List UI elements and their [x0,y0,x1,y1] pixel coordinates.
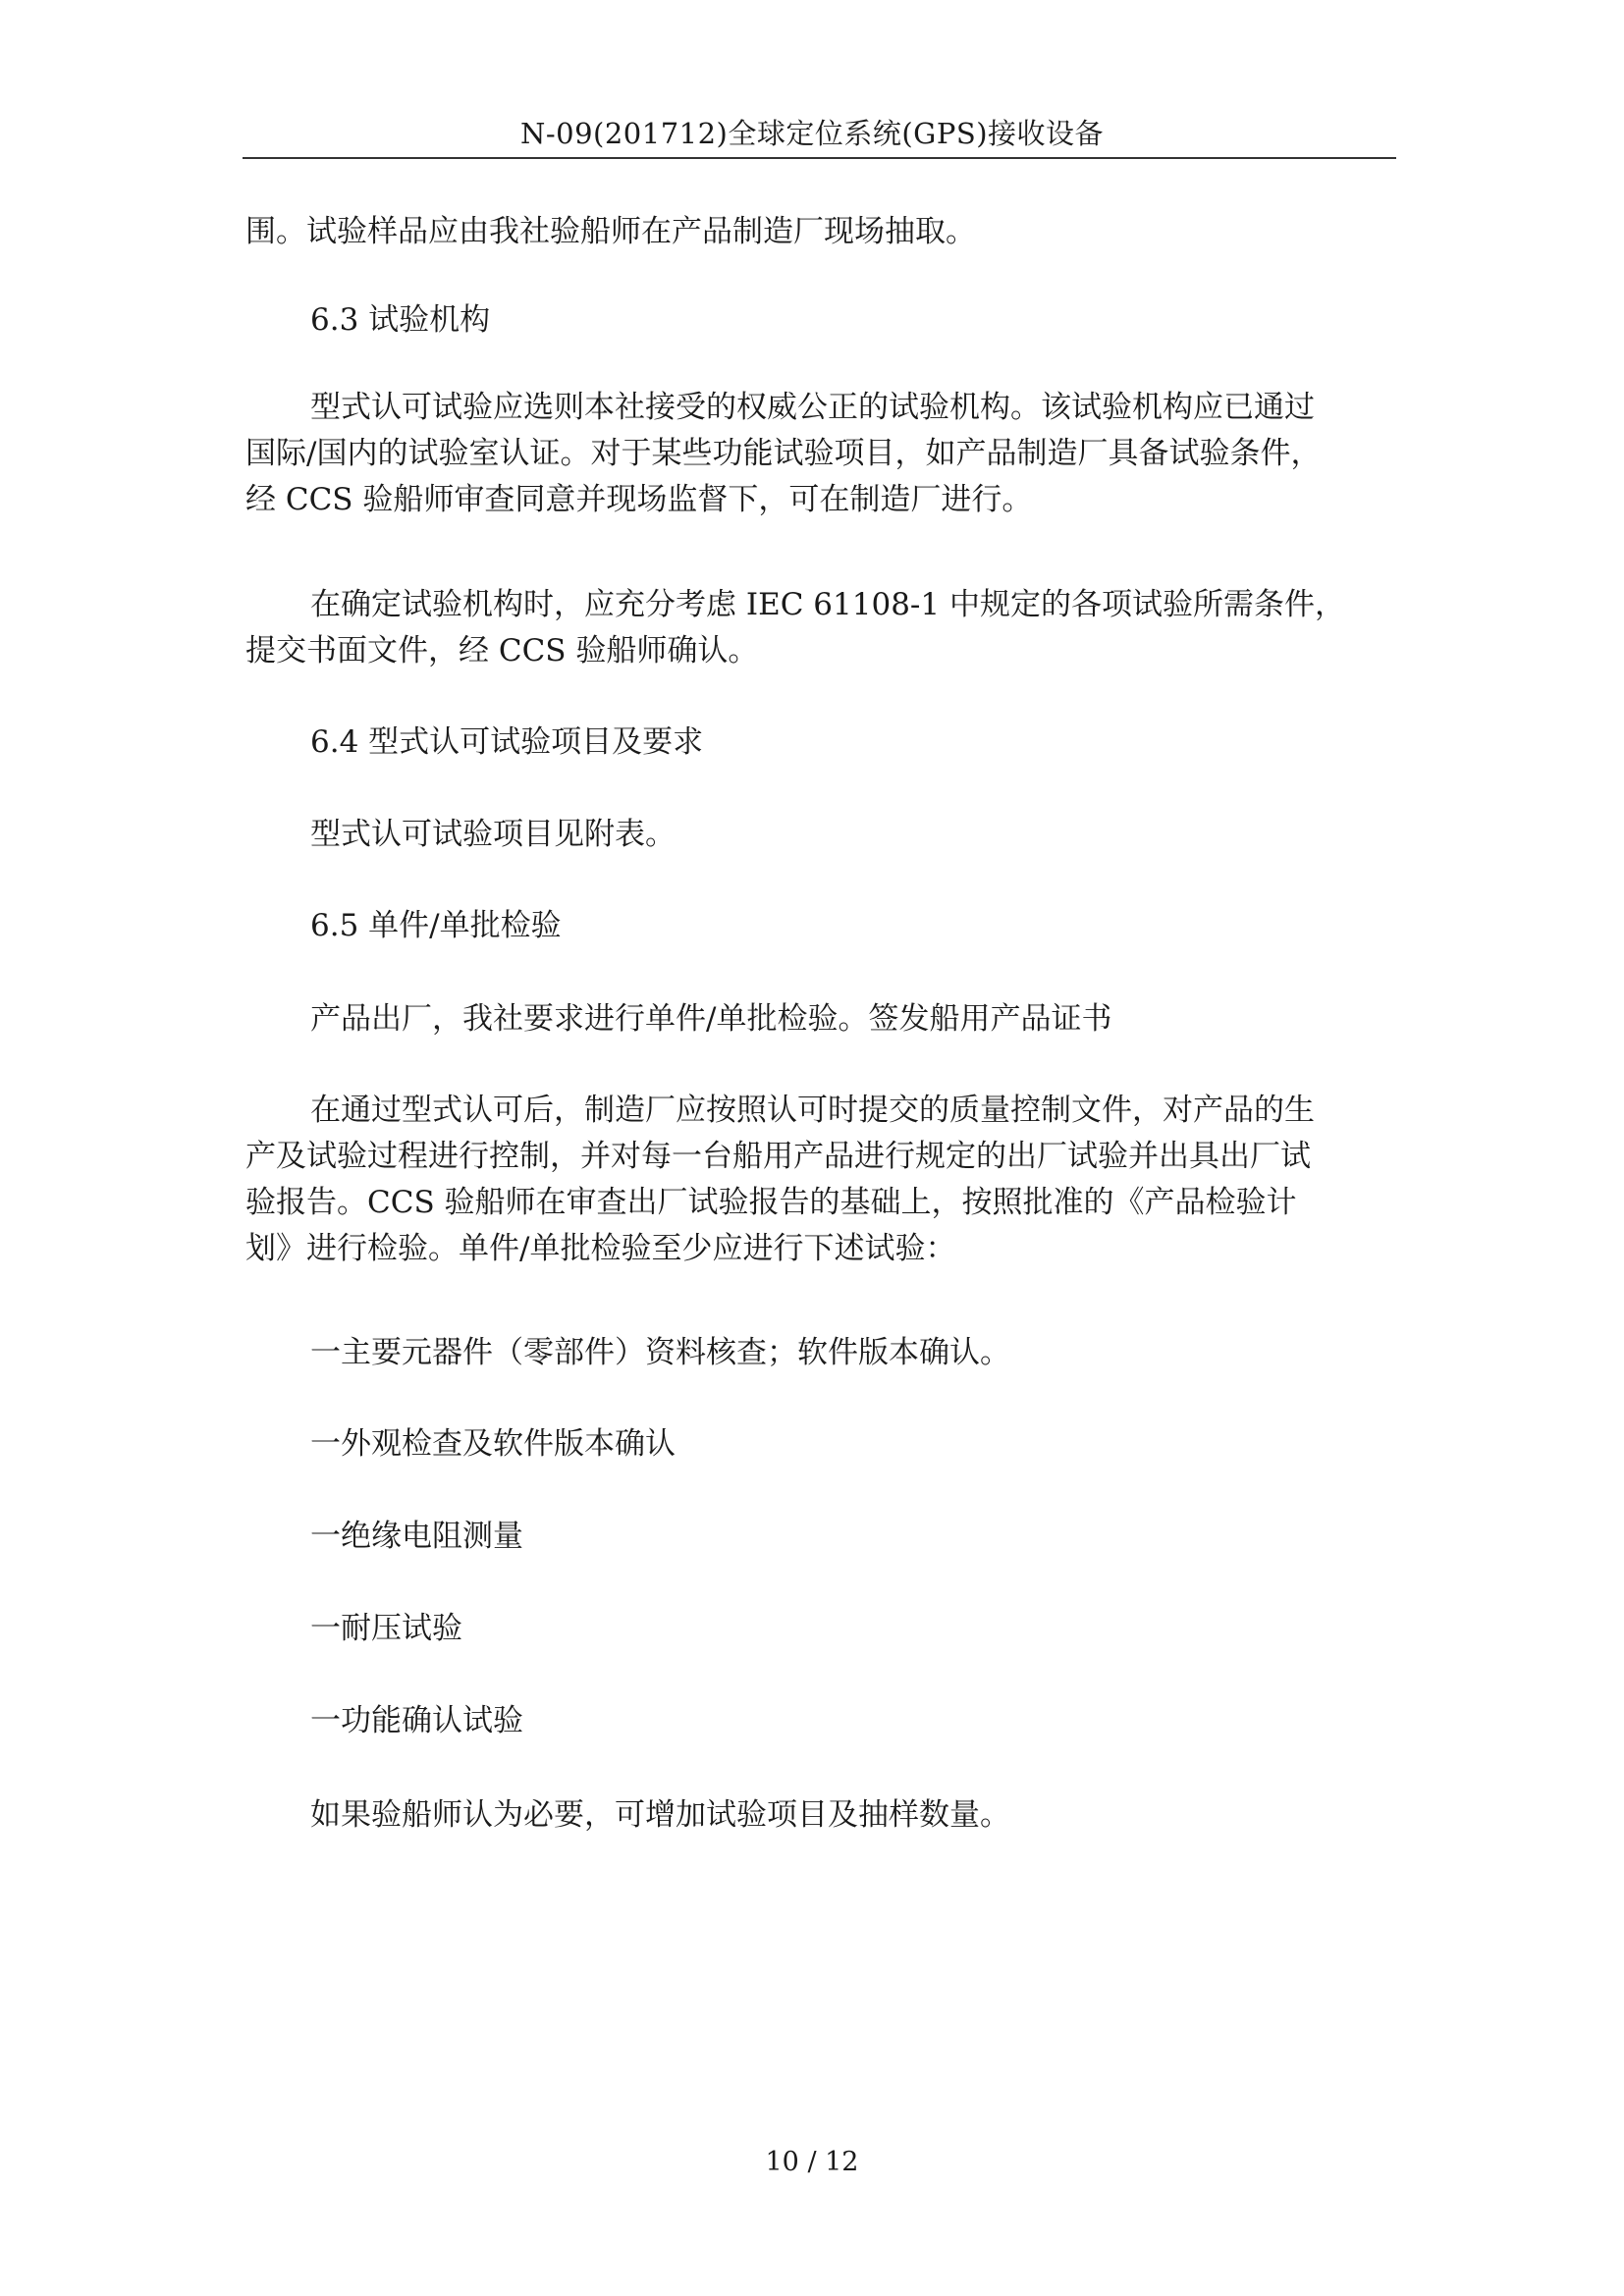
paragraph-line: 在确定试验机构时，应充分考虑 IEC 61108-1 中规定的各项试验所需条件， [310,587,1345,622]
paragraph-line: 划》进行检验。单件/单批检验至少应进行下述试验： [245,1231,956,1266]
paragraph-line: 国际/国内的试验室认证。对于某些功能试验项目，如产品制造厂具备试验条件， [245,436,1322,471]
paragraph-line: 产及试验过程进行控制，并对每一台船用产品进行规定的出厂试验并出具出厂试 [245,1139,1311,1174]
list-item: 一耐压试验 [310,1611,462,1646]
paragraph-continuation: 围。试验样品应由我社验船师在产品制造厂现场抽取。 [245,214,976,249]
header-rule [243,157,1396,159]
section-heading-6-5: 6.5 单件/单批检验 [310,908,562,943]
paragraph-unit-inspection: 产品出厂，我社要求进行单件/单批检验。签发船用产品证书 [310,1001,1112,1037]
list-item: 一主要元器件（零部件）资料核查；软件版本确认。 [310,1335,1010,1370]
paragraph-test-items: 型式认可试验项目见附表。 [310,817,676,852]
paragraph-test-institution [245,385,1394,523]
section-heading-6-4: 6.4 型式认可试验项目及要求 [310,724,704,760]
running-header-title: N-09(201712)全球定位系统(GPS)接收设备 [519,117,1105,150]
paragraph-line: 型式认可试验应选则本社接受的权威公正的试验机构。该试验机构应已通过 [310,390,1315,425]
list-item: 一外观检查及软件版本确认 [310,1426,676,1462]
paragraph-line: 验报告。CCS 验船师在审查出厂试验报告的基础上，按照批准的《产品检验计 [245,1185,1297,1220]
paragraph-test-conditions [245,582,1394,674]
paragraph-quality-control [245,1088,1394,1272]
paragraph-line: 提交书面文件，经 CCS 验船师确认。 [245,633,759,668]
paragraph-line: 经 CCS 验船师审查同意并现场监督下，可在制造厂进行。 [245,482,1033,517]
section-heading-6-3: 6.3 试验机构 [310,302,491,338]
list-item: 一功能确认试验 [310,1703,523,1738]
paragraph-line: 在通过型式认可后，制造厂应按照认可时提交的质量控制文件，对产品的生 [310,1093,1315,1128]
page-number: 10 / 12 [765,2147,859,2177]
paragraph-additional-tests: 如果验船师认为必要，可增加试验项目及抽样数量。 [310,1797,1010,1833]
list-item: 一绝缘电阻测量 [310,1519,523,1554]
